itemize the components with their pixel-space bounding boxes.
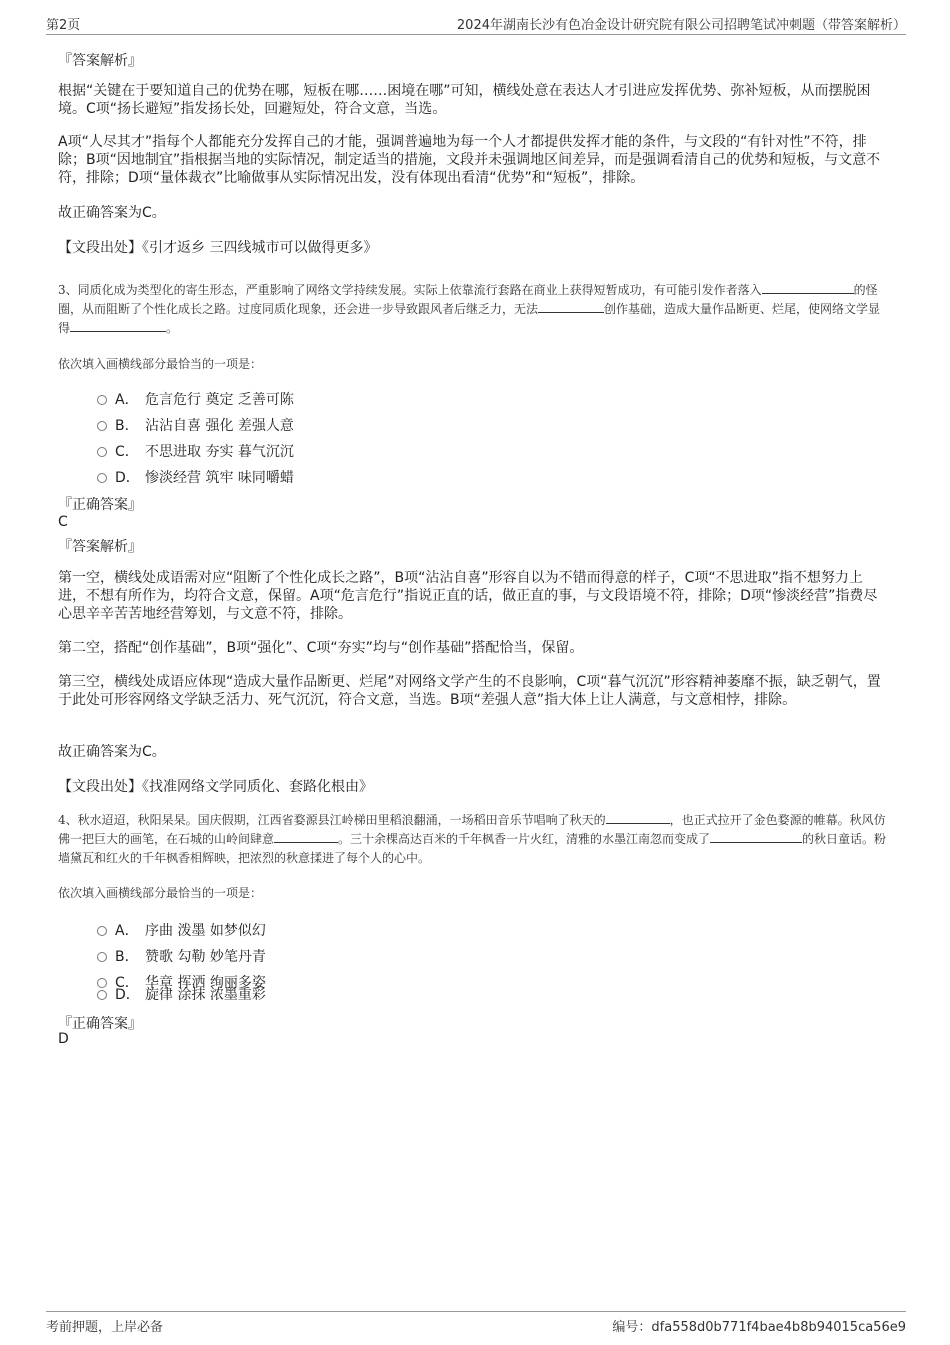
q3-prompt: 依次填入画横线部分最恰当的一项是：: [58, 357, 263, 371]
q4-stem: 4、秋水迢迢，秋阳杲杲。国庆假期，江西省婺源县江岭梯田里稻浪翻涌，一场稻田音乐节唱响了秋天的 ，也正式拉开了金色婺源的帷幕。秋风仿佛一把巨大的画笔，在石城的山岭间肆意 。三十余棵高达百米的千年枫香一片火红，清雅的水墨江南忽而变成了 的秋日童话。粉墙黛瓦和红火的千年枫香相辉映，把浓烈的秋意揉进了每个人的心中。: [58, 813, 887, 865]
q3-correct-answer: C: [58, 514, 68, 530]
radio-icon[interactable]: [97, 395, 107, 405]
q3-blank-1: [762, 281, 854, 294]
q4-blank-3: [710, 830, 802, 843]
q2-analysis-p3: 故正确答案为C。: [58, 205, 166, 221]
q4-prompt: 依次填入画横线部分最恰当的一项是：: [58, 886, 263, 900]
radio-icon[interactable]: [97, 926, 107, 936]
radio-icon[interactable]: [97, 952, 107, 962]
q4-correct-answer: D: [58, 1031, 69, 1047]
q3-blank-3: [70, 319, 166, 332]
radio-icon[interactable]: [97, 990, 107, 1000]
footer-slogan: 考前押题，上岸必备: [46, 1320, 164, 1335]
page-header: [46, 14, 906, 35]
q2-analysis-p1: 根据“关键在于要知道自己的优势在哪，短板在哪……困境在哪”可知，横线处意在表达人才引进应发挥优势、弥补短板，从而摆脱困境。C项“扬长避短”指发扬长处，回避短处，符合文意，当选。: [58, 83, 871, 117]
q3-blank-2: [538, 300, 604, 313]
q3-analysis-label: 『答案解析』: [58, 539, 142, 555]
radio-icon[interactable]: [97, 473, 107, 483]
document-id: 编号：dfa558d0b771f4bae4b8b94015ca56e9: [612, 1320, 906, 1335]
q2-analysis-label: 『答案解析』: [58, 53, 142, 69]
q4-blank-1: [606, 811, 670, 824]
q3-analysis-p4: 故正确答案为C。: [58, 744, 166, 760]
radio-icon[interactable]: [97, 421, 107, 431]
q4-blank-2: [274, 830, 338, 843]
radio-icon[interactable]: [97, 978, 107, 988]
page-footer: [46, 1311, 906, 1337]
q2-analysis-p2: A项“人尽其才”指每个人都能充分发挥自己的才能，强调普遍地为每一个人才都提供发挥才能的条件，与文段的“有针对性”不符，排除；B项“因地制宜”指根据当地的实际情况，制定适当的措施，文段并未强调地区间差异，而是强调看清自己的优势和短板，与文意不符，排除；D项“量体裁衣”比喻做事从实际情况出发，没有体现出看清“优势”和“短板”，排除。: [58, 134, 881, 186]
q3-analysis-p2: 第二空，搭配“创作基础”，B项“强化”、C项“夯实”均与“创作基础”搭配恰当，保留。: [58, 640, 584, 656]
q3-analysis-p1: 第一空，横线处成语需对应“阻断了个性化成长之路”，B项“沾沾自喜”形容自以为不错而得意的样子，C项“不思进取”指不想努力上进，不想有所作为，均符合文意，保留。A项“危言危行”指说正直的话，做正直的事，与文段语境不符，排除；D项“惨淡经营”指费尽心思辛辛苦苦地经营筹划，与文意不符，排除。: [58, 570, 878, 622]
q3-source: 【文段出处】《找准网络文学同质化、套路化根由》: [58, 779, 373, 795]
q4-correct-label: 『正确答案』: [58, 1016, 142, 1032]
radio-icon[interactable]: [97, 447, 107, 457]
q2-source: 【文段出处】《引才返乡 三四线城市可以做得更多》: [58, 240, 378, 256]
q3-correct-label: 『正确答案』: [58, 497, 142, 513]
document-title: 2024年湖南长沙有色冶金设计研究院有限公司招聘笔试冲刺题（带答案解析）: [456, 18, 906, 33]
q3-analysis-p3: 第三空，横线处成语应体现“造成大量作品断更、烂尾”对网络文学产生的不良影响，C项“暮气沉沉”形容精神萎靡不振，缺乏朝气，置于此处可形容网络文学缺乏活力、死气沉沉，符合文意，当选。B项“差强人意”指大体上让人满意，与文意相悖，排除。: [58, 674, 881, 708]
q3-stem: 3、同质化成为类型化的寄生形态，严重影响了网络文学持续发展。实际上依靠流行套路在商业上获得短暂成功，有可能引发作者落入 的怪圈，从而阻断了个性化成长之路。过度同质化现象，还会进一步导致跟风者后继乏力，无法 创作基础，造成大量作品断更、烂尾，使网络文学显得 。: [58, 283, 881, 335]
page-number: 第2页: [46, 18, 81, 33]
